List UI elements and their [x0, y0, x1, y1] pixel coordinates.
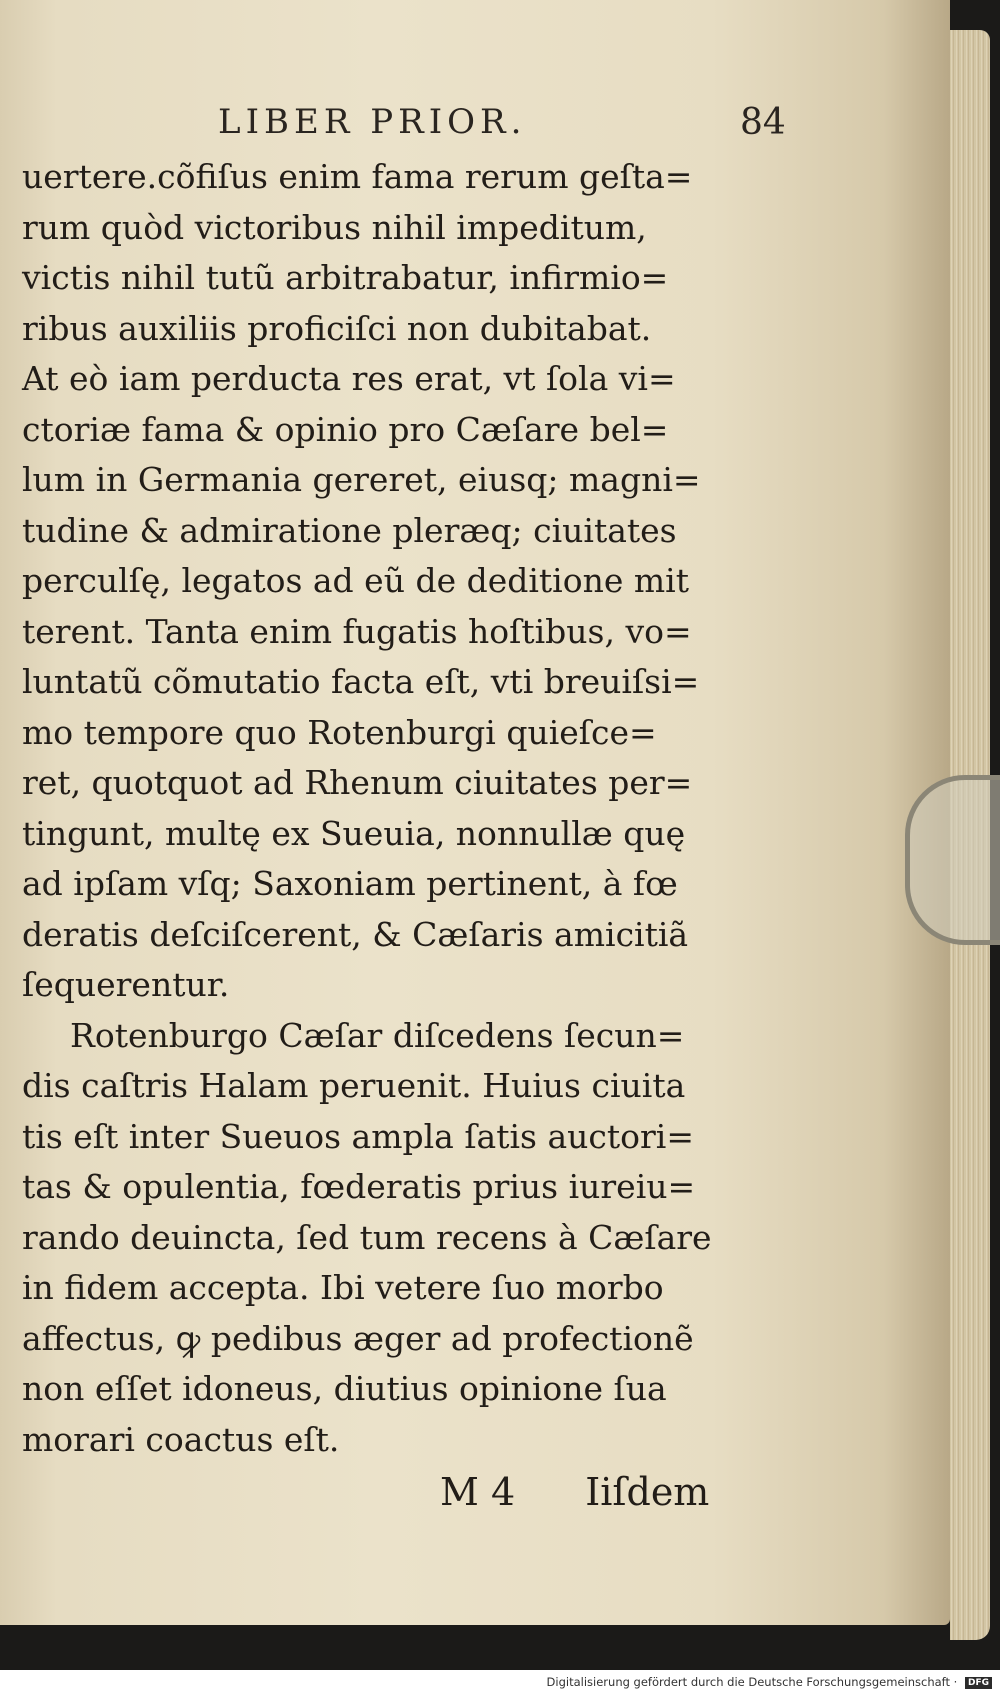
text-line: lum in Germania gereret, eiusq; magni= [22, 460, 701, 499]
page-clip [905, 775, 1000, 945]
text-line: tas & opulentia, fœderatis prius iureiu= [22, 1167, 696, 1206]
signature-mark: M 4 [440, 1470, 516, 1514]
text-line: ad ipſam vſq; Saxoniam pertinent, à fœ [22, 864, 678, 903]
text-line: ctoriæ fama & opinio pro Cæſare bel= [22, 409, 669, 449]
text-line: luntatũ cõmutatio facta eſt, vti breuiſsi= [22, 662, 700, 701]
digitization-credit [547, 1675, 992, 1689]
text-line: uertere.cõfiſus enim fama rerum geſta= [22, 157, 693, 196]
text-line: tudine & admiratione pleræq; ciuitates [22, 510, 677, 550]
text-line: At eò iam perducta res erat, vt ſola vi= [22, 359, 676, 398]
body-text [22, 152, 742, 1465]
text-line: perculſę, legatos ad eũ de deditione mit [22, 561, 689, 600]
text-line: affectus, ꝙ pedibus æger ad profectionẽ [22, 1318, 694, 1358]
text-line: morari coactus eſt. [22, 1419, 340, 1459]
text-line: Rotenburgo Cæſar diſcedens ſecun= [70, 1015, 685, 1055]
dfg-logo: DFG [965, 1677, 992, 1689]
text-line: terent. Tanta enim fugatis hoſtibus, vo= [22, 611, 692, 651]
text-line: ſequerentur. [22, 965, 230, 1004]
running-title: LIBER PRIOR. [218, 102, 527, 142]
text-line: victis nihil tutũ arbitrabatur, infirmio= [22, 258, 669, 297]
catchword: Iiſdem [585, 1470, 710, 1514]
page-footer [440, 1470, 709, 1514]
text-line: dis caſtris Halam peruenit. Huius ciuita [22, 1066, 686, 1105]
credit-text: Digitalisierung gefördert durch die Deutsche Forschungsgemeinschaft · [546, 1675, 958, 1689]
text-line: rum quòd victoribus nihil impeditum, [22, 207, 647, 247]
text-line: rando deuincta, ſed tum recens à Cæſare [22, 1217, 712, 1257]
text-line: mo tempore quo Rotenburgi quieſce= [22, 712, 657, 752]
text-line: ribus auxiliis proficiſci non dubitabat. [22, 308, 652, 348]
text-line: tingunt, multę ex Sueuia, nonnullæ quę [22, 813, 686, 853]
text-line: ret, quotquot ad Rhenum ciuitates per= [22, 763, 693, 802]
text-line: deratis deſciſcerent, & Cæſaris amicitiã [22, 914, 689, 954]
text-line: tis eſt inter Sueuos ampla ſatis auctori= [22, 1116, 694, 1156]
text-line: in fidem accepta. Ibi vetere ſuo morbo [22, 1268, 664, 1307]
text-line: non eſſet idoneus, diutius opinione ſua [22, 1369, 667, 1408]
page-number: 84 [740, 102, 786, 143]
